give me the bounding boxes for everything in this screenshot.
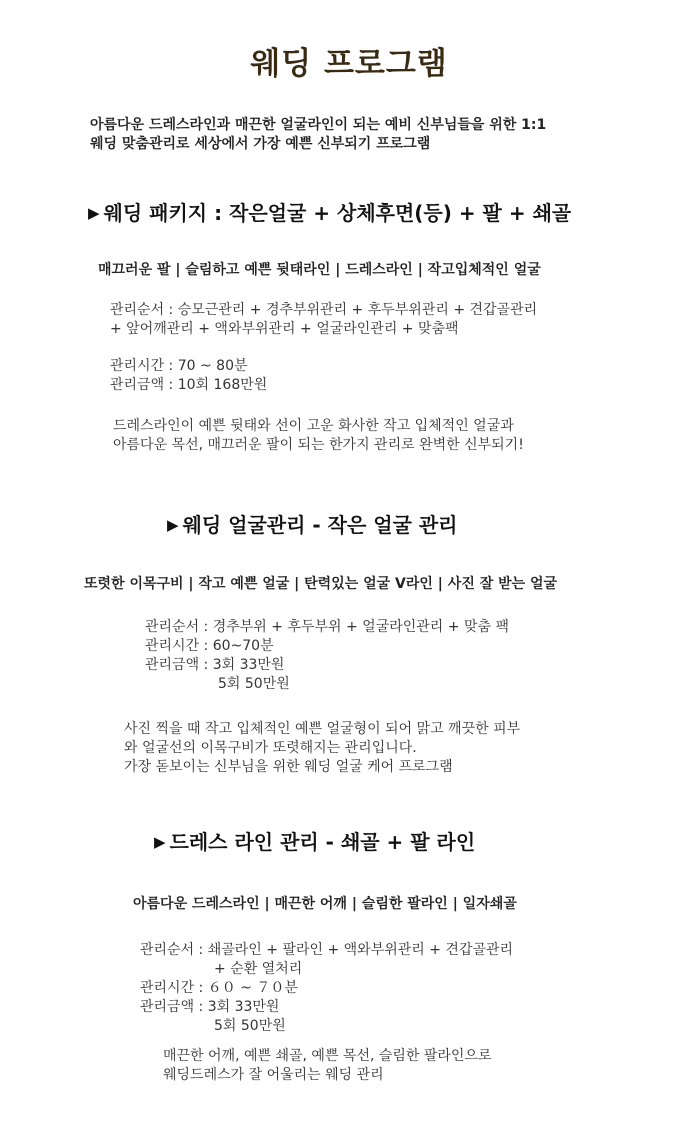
section-2-desc-line-3: 가장 돋보이는 신부님을 위한 웨딩 얼굴 케어 프로그램 [124,759,453,775]
section-3-tagline: 아름다운 드레스라인 | 매끈한 어깨 | 슬림한 팔라인 | 일자쇄골 [133,896,517,912]
section-1-price: 관리금액 : 10회 168만원 [110,377,268,393]
section-3-order-line-1: 관리순서 : 쇄골라인 + 팔라인 + 액와부위관리 + 견갑골관리 [140,942,514,958]
section-1-desc-line-2: 아름다운 목선, 매끄러운 팔이 되는 한가지 관리로 완벽한 신부되기! [113,437,524,453]
section-3-heading-text: 드레스 라인 관리 - 쇄골 + 팔 라인 [169,830,476,854]
section-1-order-line-2: + 앞어깨관리 + 액와부위관리 + 얼굴라인관리 + 맞춤팩 [110,321,459,337]
section-2-desc-line-1: 사진 찍을 때 작고 입체적인 예쁜 얼굴형이 되어 맑고 깨끗한 피부 [124,721,521,737]
intro-line-2: 웨딩 맞춤관리로 세상에서 가장 예쁜 신부되기 프로그램 [90,136,431,152]
section-2-heading-text: 웨딩 얼굴관리 - 작은 얼굴 관리 [182,513,458,537]
triangle-right-icon: ▶ [167,516,179,534]
section-1-desc-line-1: 드레스라인이 예쁜 뒷태와 선이 고운 화사한 작고 입체적인 얼굴과 [113,418,514,434]
section-1-heading-text: 웨딩 패키지 : 작은얼굴 + 상체후면(등) + 팔 + 쇄골 [103,201,572,225]
section-1-order-line-1: 관리순서 : 승모근관리 + 경추부위관리 + 후두부위관리 + 견갑골관리 [110,302,538,318]
triangle-right-icon: ▶ [88,204,100,222]
section-3-desc-line-2: 웨딩드레스가 잘 어울리는 웨딩 관리 [163,1067,384,1083]
section-3-order-line-2: + 순환 열처리 [214,961,303,977]
section-1-tagline: 매끄러운 팔 | 슬림하고 예쁜 뒷태라인 | 드레스라인 | 작고입체적인 얼굴 [98,262,541,278]
triangle-right-icon: ▶ [154,833,166,851]
section-2-order: 관리순서 : 경추부위 + 후두부위 + 얼굴라인관리 + 맞춤 팩 [145,619,509,635]
section-2-desc-line-2: 와 얼굴선의 이목구비가 또렷해지는 관리입니다. [124,740,417,756]
section-3-desc-line-1: 매끈한 어깨, 예쁜 쇄골, 예쁜 목선, 슬림한 팔라인으로 [163,1048,492,1064]
section-3-heading [154,826,475,855]
section-2-time: 관리시간 : 60~70분 [145,638,274,654]
section-2-price-2: 5회 50만원 [218,676,290,692]
page-title: 웨딩 프로그램 [250,46,448,82]
section-2-tagline: 또렷한 이목구비 | 작고 예쁜 얼굴 | 탄력있는 얼굴 V라인 | 사진 잘 받는 얼굴 [84,576,558,592]
section-3-time: 관리시간 : ６０ ~ ７０분 [140,980,298,996]
intro-line-1: 아름다운 드레스라인과 매끈한 얼굴라인이 되는 예비 신부님들을 위한 1:1 [90,117,547,133]
section-2-heading [167,509,458,538]
section-2-price-1: 관리금액 : 3회 33만원 [145,657,285,673]
section-3-price-2: 5회 50만원 [214,1018,286,1034]
section-1-heading [88,197,571,226]
section-1-time: 관리시간 : 70 ~ 80분 [110,358,248,374]
section-3-price-1: 관리금액 : 3회 33만원 [140,999,280,1015]
